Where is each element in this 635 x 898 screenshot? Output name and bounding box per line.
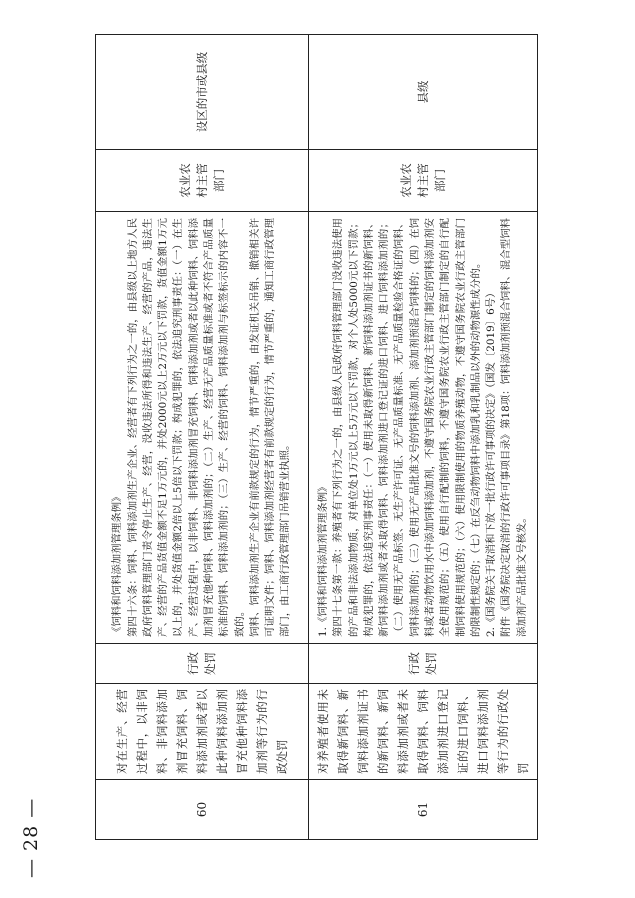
legal-basis xyxy=(309,212,538,644)
basis-paragraph: 第四十六条：饲料、饲料添加剂生产企业、经营者有下列行为之一的，由县级以上地方人民政府饲料管理部门责令停止生产、经营，没收违法所得和违法生产、经营的产品，违法生产、经营的产品货值金额不足1万元的，并处2000元以上2万元以下罚款，货值金额1万元以上的，并处货值金额2倍以上5倍以下罚款；构成犯罪的，依法追究刑事责任：（一）在生产、经营过程中，以非饲料、非饲料添加剂冒充饲料、饲料添加剂或者以此种饲料、饲料添加剂冒充他种饲料、饲料添加剂的；（二）生产、经营无产品质量标准或者不符合产品质量标准的饲料、饲料添加剂的；（三）生产、经营的饲料、饲料添加剂与标签标示的内容不一致的。 xyxy=(126,218,246,637)
item-name: 对养殖者使用未取得新饲料、新饲料添加剂证书的新饲料、新饲料添加剂或者未取得饲料、饲料添加剂进口登记证的进口饲料、进口饲料添加剂等行为的行政处罚 xyxy=(309,684,538,780)
page-number: — 28 — xyxy=(20,797,42,878)
basis-paragraph: 饲料、饲料添加剂生产企业有前款规定的行为，情节严重的，由发证机关吊销、撤销相关许可证明文件；饲料、饲料添加剂经营者有前款规定的行为，情节严重的，通知工商行政管理部门，由工商行政管理部门吊销营业执照。 xyxy=(248,218,292,637)
implementation-level: 设区的市或县级 xyxy=(96,35,309,150)
basis-paragraph: 第四十七条第一款：养殖者有下列行为之一的，由县级人民政府饲料管理部门没收违法使用的产品和非法添加物质，对单位处1万元以上5万元以下罚款，对个人处5000元以下罚款；构成犯罪的，依法追究刑事责任：（一）使用未取得新饲料、新饲料添加剂证书的新饲料、新饲料添加剂或者未取得饲料、饲料添加剂进口登记证的进口饲料、进口饲料添加剂的；（二）使用无产品标签、无生产许可证、无产品质量标准、无产品质量检验合格证的饲料、饲料添加剂的；（三）使用无产品批准文号的饲料添加剂、添加剂预混合饲料的；（四）在饲料或者动物饮用水中添加饲料添加剂，不遵守国务院农业行政主管部门制定的饲料添加剂安全使用规范的；（五）使用自行配制的饲料，不遵守国务院农业行政主管部门制定的自行配制饲料使用规范的；（六）使用限制使用的物质养殖动物，不遵守国务院农业行政主管部门的限制性规定的；（七）在反刍动物饲料中添加乳和乳制品以外的动物源性成分的。 xyxy=(332,218,482,637)
item-name: 对在生产、经营过程中，以非饲料、非饲料添加剂冒充饲料、饲料添加剂或者以此种饲料添加剂冒充他种饲料添加剂等行为的行政处罚 xyxy=(96,684,309,780)
table-row xyxy=(309,35,538,840)
item-category: 行政处罚 xyxy=(96,644,309,684)
responsibility-table xyxy=(95,34,538,840)
row-number: 60 xyxy=(96,780,309,840)
table-row xyxy=(96,35,309,840)
basis-paragraph: 附件《国务院决定取消的行政许可事项目录》第18项：饲料添加剂预混合饲料、混合型饲料添加剂产品批准文号核发。 xyxy=(500,218,528,637)
basis-paragraph: 1.《饲料和饲料添加剂管理条例》 xyxy=(316,481,329,637)
implementation-level: 县级 xyxy=(309,35,538,150)
legal-basis xyxy=(96,212,309,644)
row-number: 61 xyxy=(309,780,538,840)
implementing-department: 农业农村主管部门 xyxy=(96,150,309,212)
basis-paragraph: 《饲料和饲料添加剂管理条例》 xyxy=(111,491,124,637)
item-category: 行政处罚 xyxy=(309,644,538,684)
implementing-department: 农业农村主管部门 xyxy=(309,150,538,212)
basis-paragraph: 2.《国务院关于取消和下放一批行政许可事项的决定》（国发〔2019〕6号） xyxy=(485,287,498,637)
